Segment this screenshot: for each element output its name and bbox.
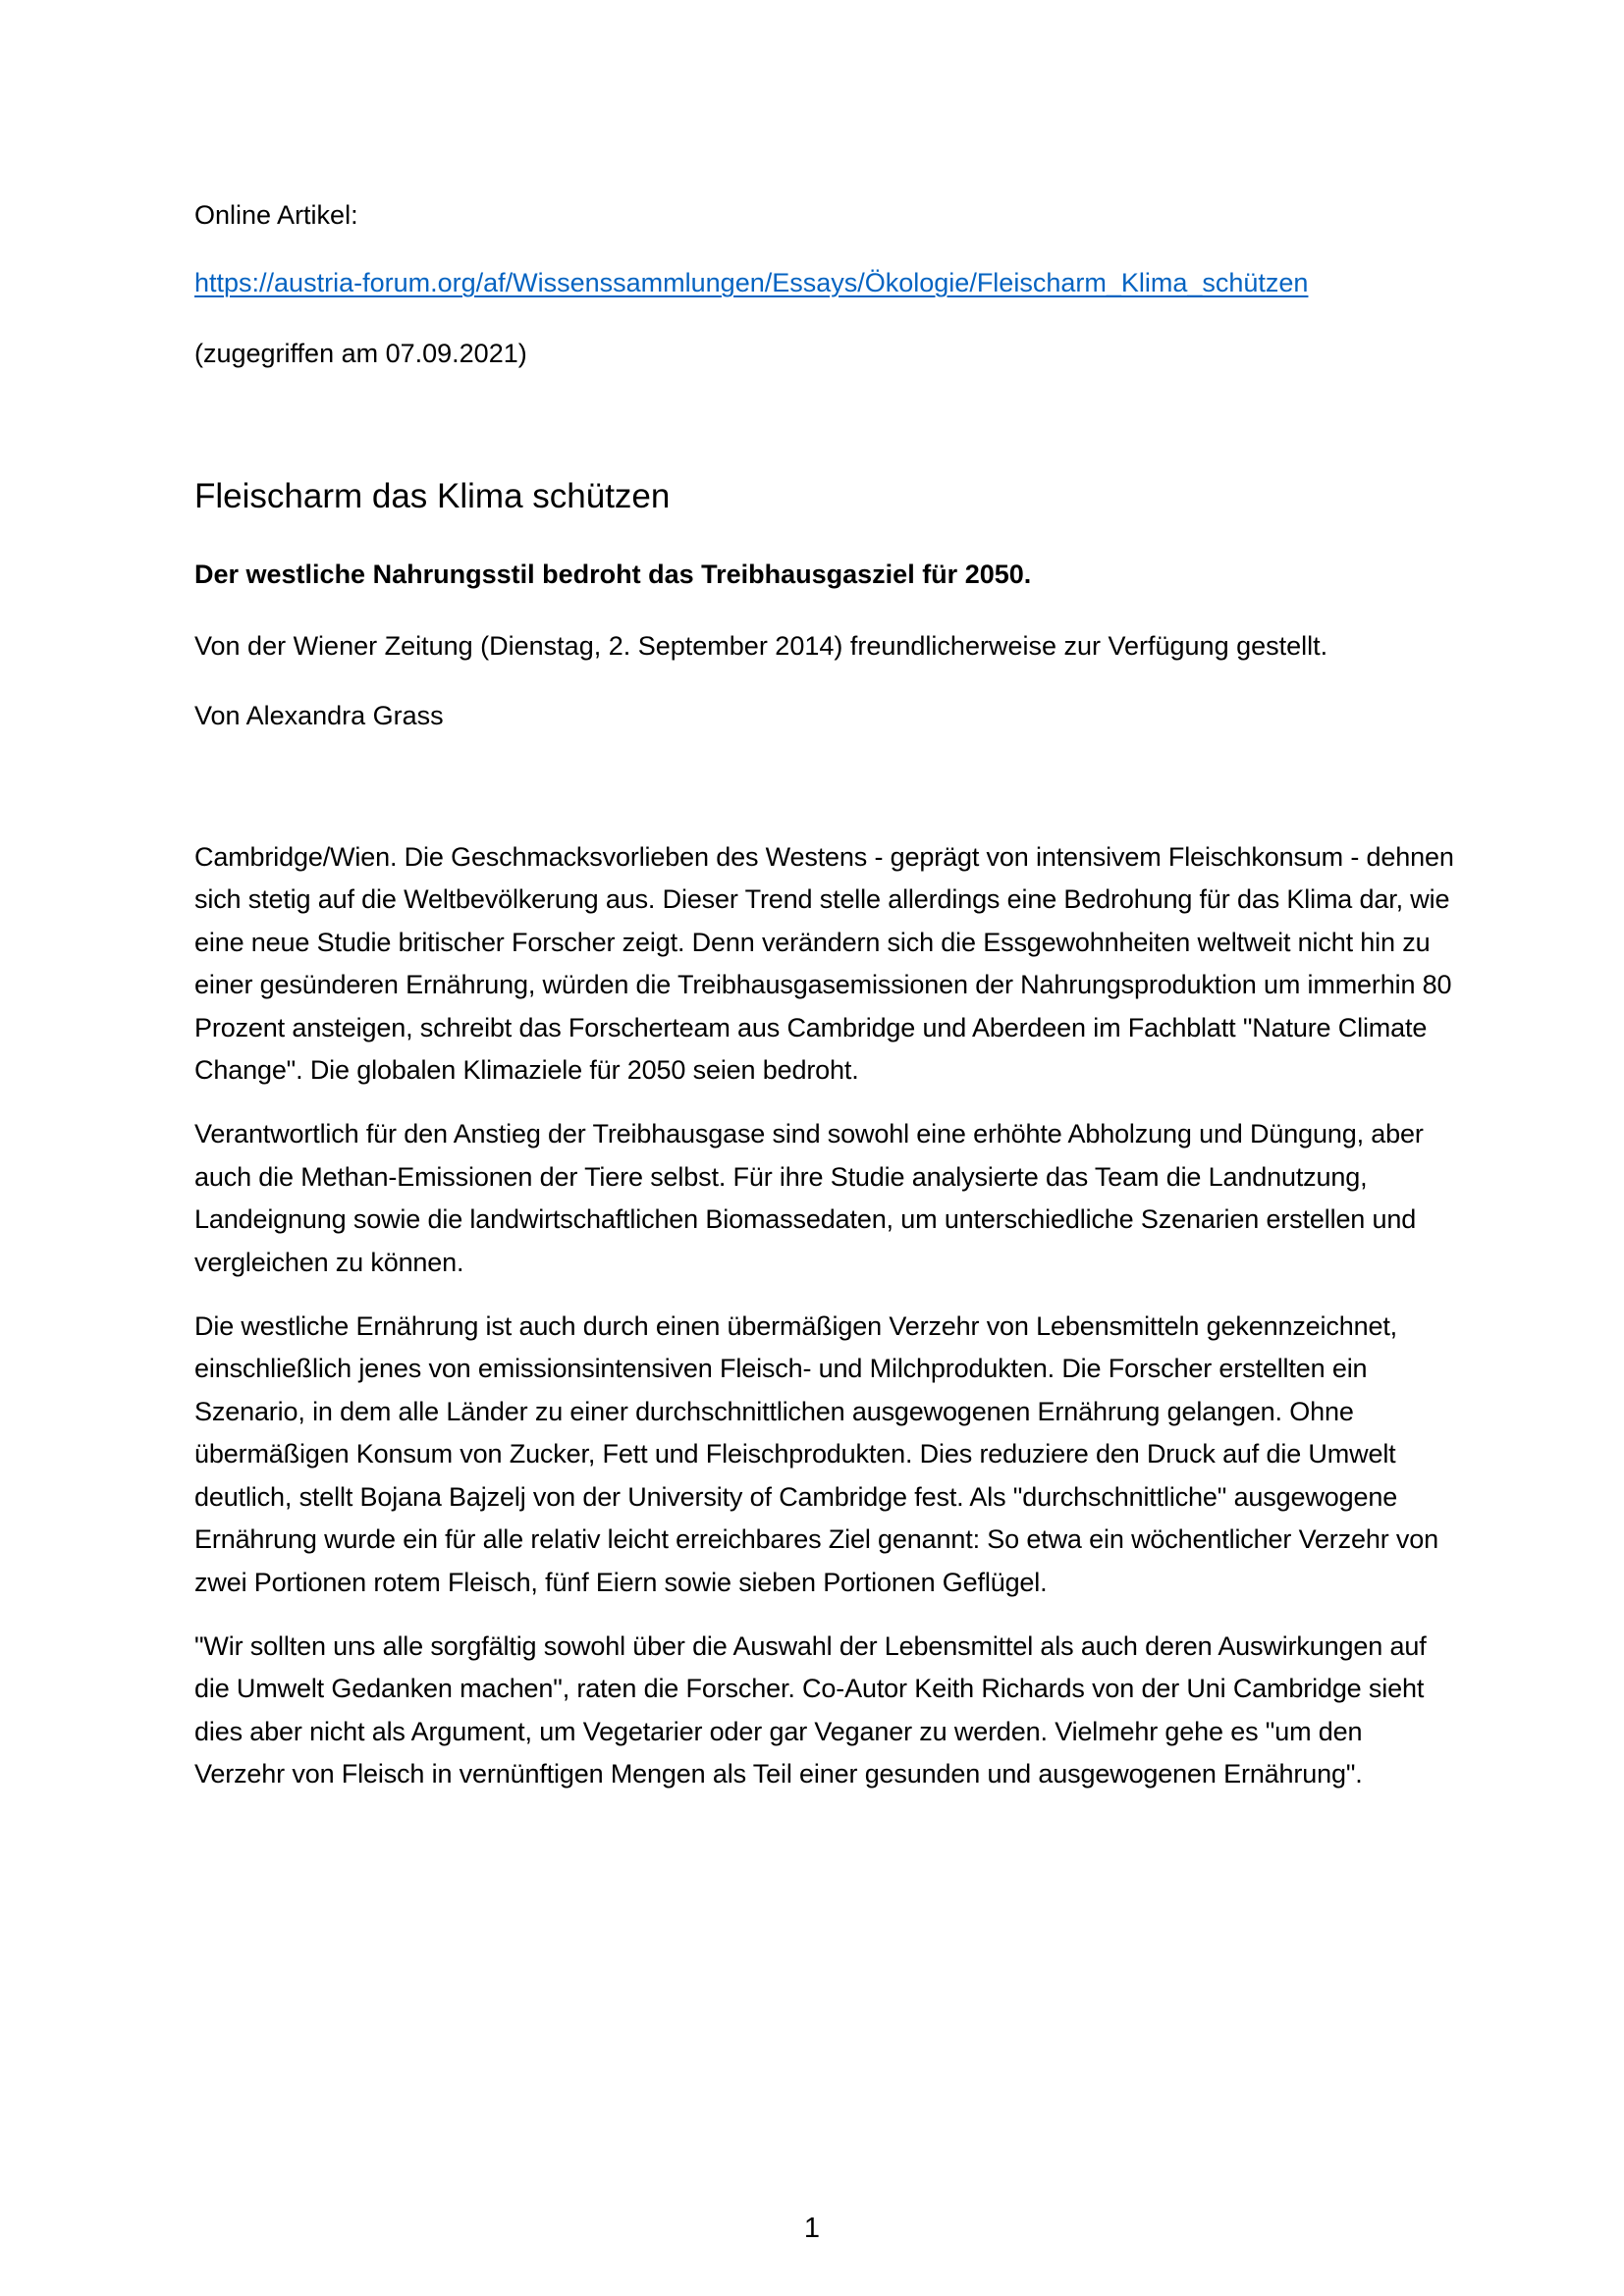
article-paragraph: Cambridge/Wien. Die Geschmacksvorlieben des Westens - geprägt von intensivem Fleischkonsum - dehnen sich stetig auf die Weltbevölkerung aus. Dieser Trend stelle allerdings eine Bedrohung für das Klima dar, wie eine neue Studie britischer Forscher zeigt. Denn verändern sich die Essgewohnheiten weltweit nicht hin zu einer gesünderen Ernährung, würden die Treibhausgasemissionen der Nahrungsproduktion um immerhin 80 Prozent ansteigen, schreibt das Forscherteam aus Cambridge und Aberdeen im Fachblatt "Nature Climate Change". Die globalen Klimaziele für 2050 seien bedroht. bbox=[194, 842, 1454, 1086]
article-body bbox=[194, 836, 1456, 1818]
accessed-date: (zugegriffen am 07.09.2021) bbox=[194, 339, 527, 368]
article-url-line bbox=[194, 267, 1308, 298]
article-title: Fleischarm das Klima schützen bbox=[194, 477, 671, 515]
article-url-link[interactable]: https://austria-forum.org/af/Wissenssammlungen/Essays/Ökologie/Fleischarm_Klima_schützen bbox=[194, 268, 1309, 297]
article-paragraph: "Wir sollten uns alle sorgfältig sowohl über die Auswahl der Lebensmittel als auch deren Auswirkungen auf die Umwelt Gedanken machen", raten die Forscher. Co-Autor Keith Richards von der Uni Cambridge sieht dies aber nicht als Argument, um Vegetarier oder gar Veganer zu werden. Vielmehr gehe es "um den Verzehr von Fleisch in vernünftigen Mengen als Teil einer gesunden und ausgewogenen Ernährung". bbox=[194, 1630, 1427, 1789]
online-article-label: Online Artikel: bbox=[194, 200, 358, 230]
page-number: 1 bbox=[803, 2213, 821, 2244]
article-subtitle: Der westliche Nahrungsstil bedroht das Treibhausgasziel für 2050. bbox=[194, 560, 1032, 589]
article-paragraph: Verantwortlich für den Anstieg der Treibhausgase sind sowohl eine erhöhte Abholzung und Düngung, aber auch die Methan-Emissionen der Tiere selbst. Für ihre Studie analysierte das Team die Landnutzung, Landeignung sowie die landwirtschaftlichen Biomassedaten, um unterschiedliche Szenarien erstellen und vergleichen zu können. bbox=[194, 1119, 1424, 1277]
article-author: Von Alexandra Grass bbox=[194, 701, 444, 730]
article-source: Von der Wiener Zeitung (Dienstag, 2. September 2014) freundlicherweise zur Verfügung gestellt. bbox=[194, 631, 1328, 661]
document-page bbox=[194, 0, 1454, 2296]
article-paragraph: Die westliche Ernährung ist auch durch einen übermäßigen Verzehr von Lebensmitteln gekennzeichnet, einschließlich jenes von emissionsintensiven Fleisch- und Milchprodukten. Die Forscher erstellten ein Szenario, in dem alle Länder zu einer durchschnittlichen ausgewogenen Ernährung gelangen. Ohne übermäßigen Konsum von Zucker, Fett und Fleischprodukten. Dies reduziere den Druck auf die Umwelt deutlich, stellt Bojana Bajzelj von der University of Cambridge fest. Als "durchschnittliche" ausgewogene Ernährung wurde ein für alle relativ leicht erreichbares Ziel genannt: So etwa ein wöchentlicher Verzehr von zwei Portionen rotem Fleisch, fünf Eiern sowie sieben Portionen Geflügel. bbox=[194, 1311, 1438, 1597]
